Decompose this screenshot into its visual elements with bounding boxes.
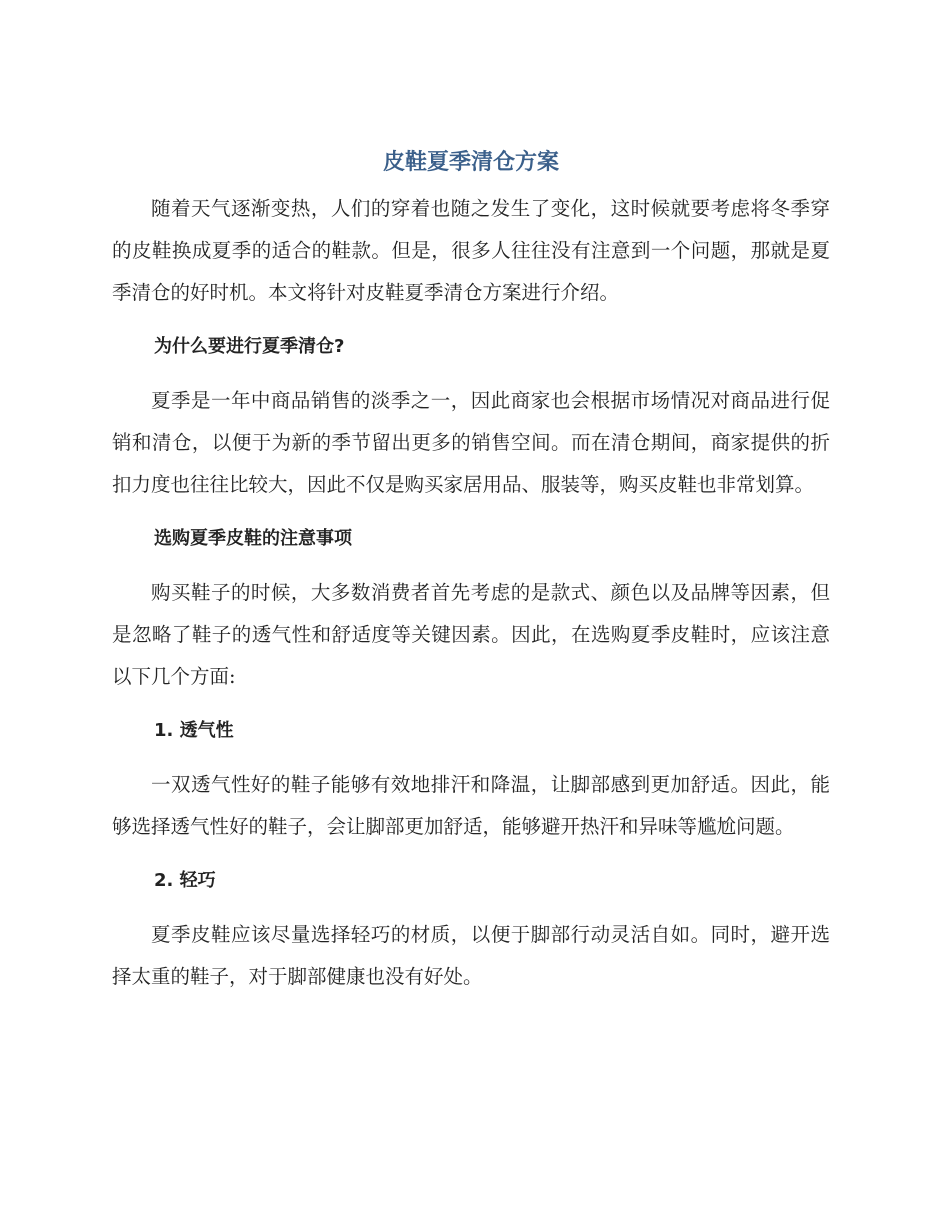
- section-body-buying-tips: 购买鞋子的时候，大多数消费者首先考虑的是款式、颜色以及品牌等因素，但是忽略了鞋子的透气性和舒适度等关键因素。因此，在选购夏季皮鞋时，应该注意以下几个方面:: [112, 581, 830, 688]
- section-heading-buying-tips: 选购夏季皮鞋的注意事项: [154, 528, 352, 549]
- spacer: [112, 752, 830, 764]
- section-heading-why-clearance: 为什么要进行夏季清仓?: [154, 336, 345, 357]
- document-title: 皮鞋夏季清仓方案: [382, 150, 559, 175]
- spacer: [112, 314, 830, 326]
- intro-paragraph: 随着天气逐渐变热，人们的穿着也随之发生了变化，这时候就要考虑将冬季穿的皮鞋换成夏季的适合的鞋款。但是，很多人往往没有注意到一个问题，那就是夏季清仓的好时机。本文将针对皮鞋夏季清仓方案进行介绍。: [112, 197, 830, 304]
- section-body-breathability: 一双透气性好的鞋子能够有效地排汗和降温，让脚部感到更加舒适。因此，能够选择透气性好的鞋子，会让脚部更加舒适，能够避开热汗和异味等尴尬问题。: [112, 773, 830, 838]
- spacer: [112, 902, 830, 914]
- section-heading-breathability: 1. 透气性: [154, 720, 234, 741]
- section-body-why-clearance: 夏季是一年中商品销售的淡季之一，因此商家也会根据市场情况对商品进行促销和清仓，以便于为新的季节留出更多的销售空间。而在清仓期间，商家提供的折扣力度也往往比较大，因此不仅是购买家居用品、服装等，购买皮鞋也非常划算。: [112, 389, 830, 496]
- spacer: [112, 506, 830, 518]
- section-body-lightweight: 夏季皮鞋应该尽量选择轻巧的材质，以便于脚部行动灵活自如。同时，避开选择太重的鞋子，对于脚部健康也没有好处。: [112, 923, 830, 988]
- section-heading-lightweight: 2. 轻巧: [154, 870, 216, 891]
- spacer: [112, 698, 830, 710]
- spacer: [112, 848, 830, 860]
- spacer: [112, 368, 830, 380]
- spacer: [112, 560, 830, 572]
- document-page: [112, 146, 830, 998]
